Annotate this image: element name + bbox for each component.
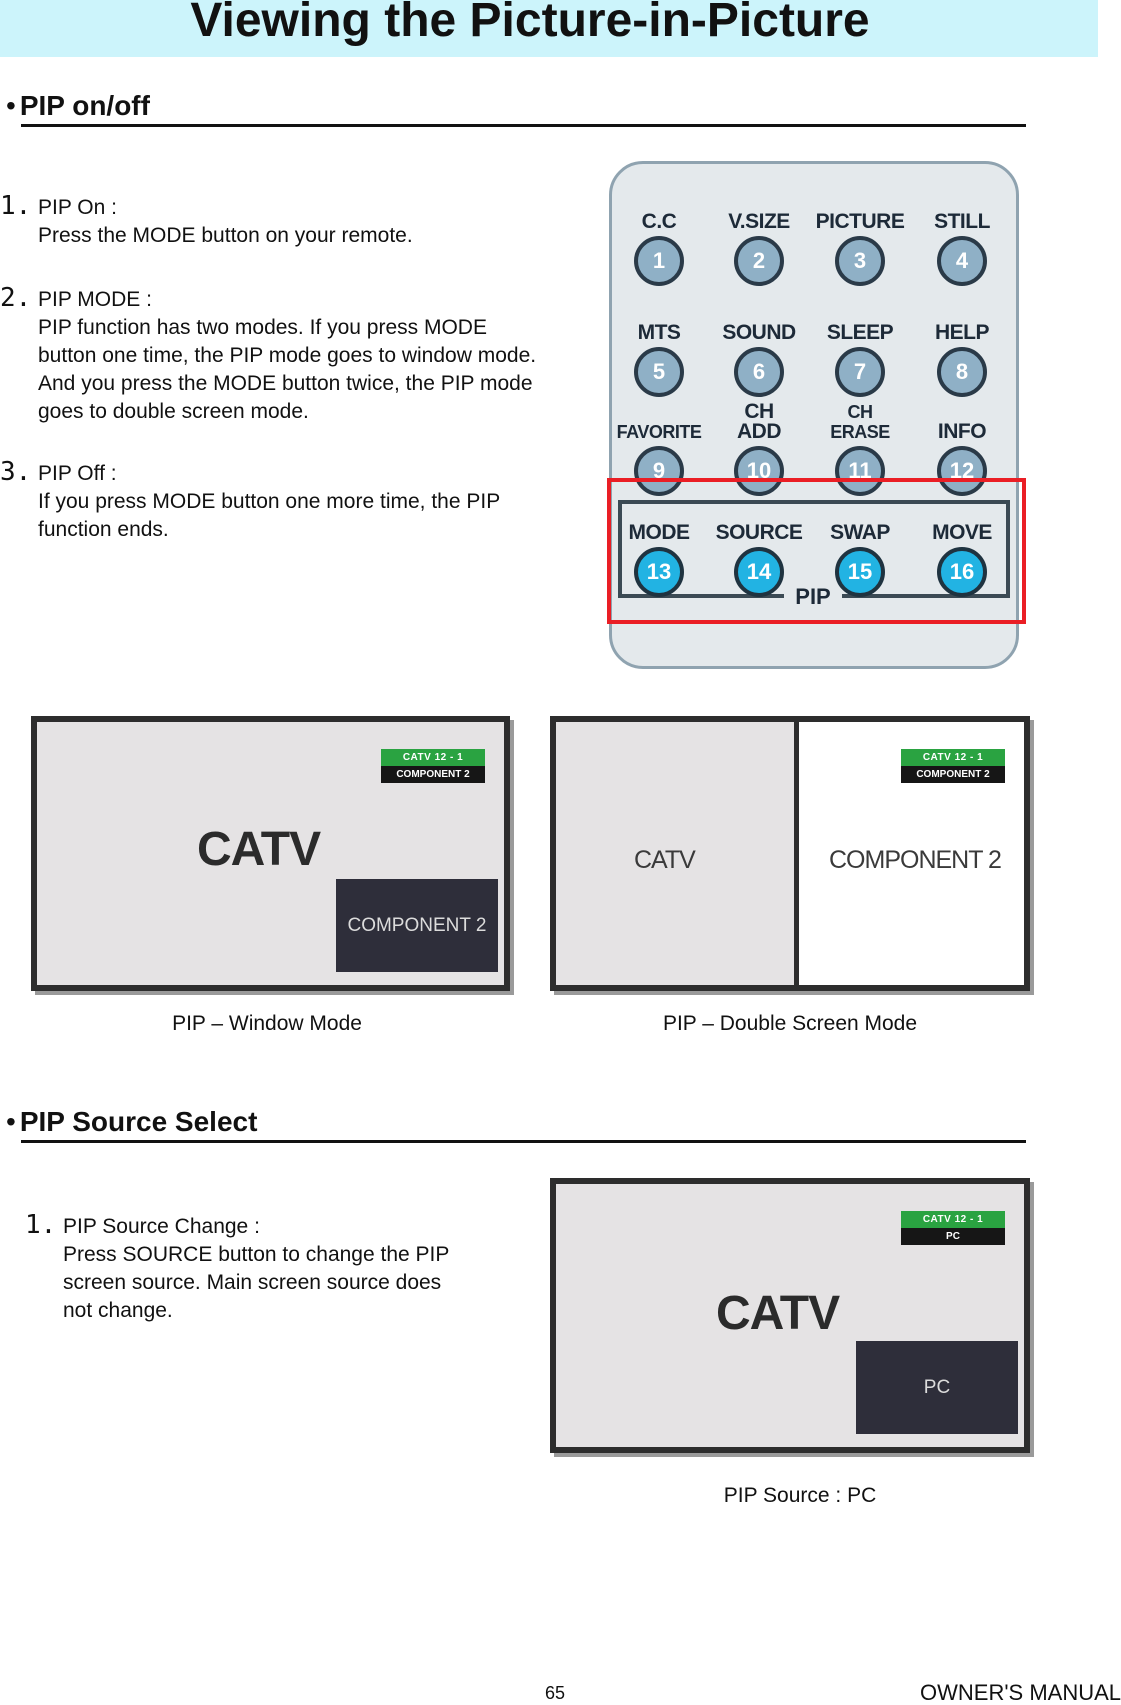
- right-screen-label: COMPONENT 2: [829, 846, 1001, 874]
- remote-button-label: CH ERASE: [830, 402, 890, 442]
- step-title: PIP Source Change :: [63, 1215, 260, 1238]
- badge-source: COMPONENT 2: [381, 766, 485, 783]
- highlight-box: [607, 478, 1026, 624]
- step-number: 3.: [0, 457, 32, 487]
- caption-source-pc: PIP Source : PC: [723, 1484, 877, 1507]
- badge-channel: CATV 12 - 1: [381, 749, 485, 766]
- step-body: If you press MODE button one more time, the PIP function ends.: [38, 490, 501, 541]
- step-title: PIP MODE :: [38, 288, 152, 311]
- tv-screen-window-mode: [31, 716, 510, 991]
- tv-screen-double-mode: [550, 716, 1030, 991]
- channel-badge: [901, 1211, 1005, 1245]
- main-screen-label: CATV: [716, 1287, 840, 1340]
- remote-button: [704, 301, 814, 397]
- badge-channel: CATV 12 - 1: [901, 1211, 1005, 1228]
- remote-button-number: 10: [734, 446, 784, 496]
- section-heading-text: PIP Source Select: [19, 1106, 258, 1137]
- remote-button-label: FAVORITE: [616, 422, 702, 442]
- remote-button: [805, 190, 915, 286]
- remote-button: [907, 190, 1017, 286]
- remote-button-number: 5: [634, 347, 684, 397]
- left-screen-label: CATV: [634, 846, 695, 874]
- pip-window: COMPONENT 2: [336, 879, 498, 972]
- step-body: PIP function has two modes. If you press MODE button one time, the PIP mode goes to window mode. And you press the MODE button twice, the PIP mode goes to double screen mode.: [38, 316, 537, 423]
- section-heading-pip-source-select: [6, 1106, 257, 1138]
- page-number: 65: [544, 1683, 566, 1703]
- remote-button-label: SLEEP: [826, 321, 894, 344]
- remote-button-number: 16: [937, 547, 987, 597]
- step-body: Press the MODE button on your remote.: [38, 224, 413, 247]
- remote-button: [604, 190, 714, 286]
- remote-button-label: PICTURE: [815, 210, 905, 233]
- remote-button-label: INFO: [937, 420, 987, 443]
- badge-channel: CATV 12 - 1: [901, 749, 1005, 766]
- badge-source: COMPONENT 2: [901, 766, 1005, 783]
- step-pip-source-change: [63, 1213, 523, 1325]
- remote-button-label: HELP: [934, 321, 989, 344]
- remote-button-label: C.C: [641, 210, 677, 233]
- bullet: •: [6, 90, 16, 121]
- remote-button-number: 14: [734, 547, 784, 597]
- remote-button-number: 12: [937, 446, 987, 496]
- pip-window: PC: [856, 1341, 1018, 1434]
- page-title: Viewing the Picture-in-Picture: [190, 0, 870, 47]
- caption-window-mode: PIP – Window Mode: [172, 1012, 362, 1035]
- caption-double-mode: PIP – Double Screen Mode: [662, 1012, 918, 1035]
- remote-button-label: MTS: [637, 321, 681, 344]
- step-number: 2.: [0, 283, 32, 313]
- badge-source: PC: [901, 1228, 1005, 1245]
- remote-button: [704, 190, 814, 286]
- main-screen-label: CATV: [197, 823, 321, 876]
- remote-button-label: STILL: [934, 210, 990, 233]
- step-body: Press SOURCE button to change the PIP screen source. Main screen source does not change.: [63, 1243, 450, 1322]
- footer-label: OWNER'S MANUAL: [920, 1680, 1121, 1705]
- remote-button-number: 2: [734, 236, 784, 286]
- remote-button-label: SWAP: [830, 521, 890, 544]
- channel-badge: [901, 749, 1005, 783]
- remote-button-label: CH ADD: [737, 400, 781, 443]
- step-number: 1.: [0, 191, 32, 221]
- remote-button: [805, 301, 915, 397]
- remote-button-number: 9: [634, 446, 684, 496]
- remote-button-label: SOUND: [722, 321, 796, 344]
- remote-button: [604, 301, 714, 397]
- bullet: •: [6, 1106, 16, 1137]
- remote-button-number: 15: [835, 547, 885, 597]
- remote-button-number: 3: [835, 236, 885, 286]
- remote-button-number: 11: [835, 446, 885, 496]
- pip-group-label: PIP: [784, 585, 842, 609]
- remote-button-number: 7: [835, 347, 885, 397]
- remote-button-label: MODE: [628, 521, 690, 544]
- remote-button-number: 6: [734, 347, 784, 397]
- section-heading-text: PIP on/off: [19, 90, 150, 121]
- section-heading-pip-on-off: [6, 90, 150, 122]
- remote-button-label: V.SIZE: [728, 210, 790, 233]
- step-pip-off: [38, 460, 598, 544]
- tv-screen-source-pc: [550, 1178, 1030, 1453]
- step-pip-mode: [38, 286, 618, 426]
- remote-button-label: MOVE: [932, 521, 992, 544]
- section-rule: [21, 1140, 1026, 1143]
- remote-button-number: 1: [634, 236, 684, 286]
- channel-badge: [381, 749, 485, 783]
- remote-button: [907, 301, 1017, 397]
- step-title: PIP Off :: [38, 462, 117, 485]
- remote-button-label: SOURCE: [715, 521, 803, 544]
- step-number: 1.: [25, 1210, 57, 1240]
- remote-button-number: 13: [634, 547, 684, 597]
- step-pip-on: [38, 194, 598, 250]
- section-rule: [21, 124, 1026, 127]
- step-title: PIP On :: [38, 196, 117, 219]
- remote-button-number: 4: [937, 236, 987, 286]
- remote-button-number: 8: [937, 347, 987, 397]
